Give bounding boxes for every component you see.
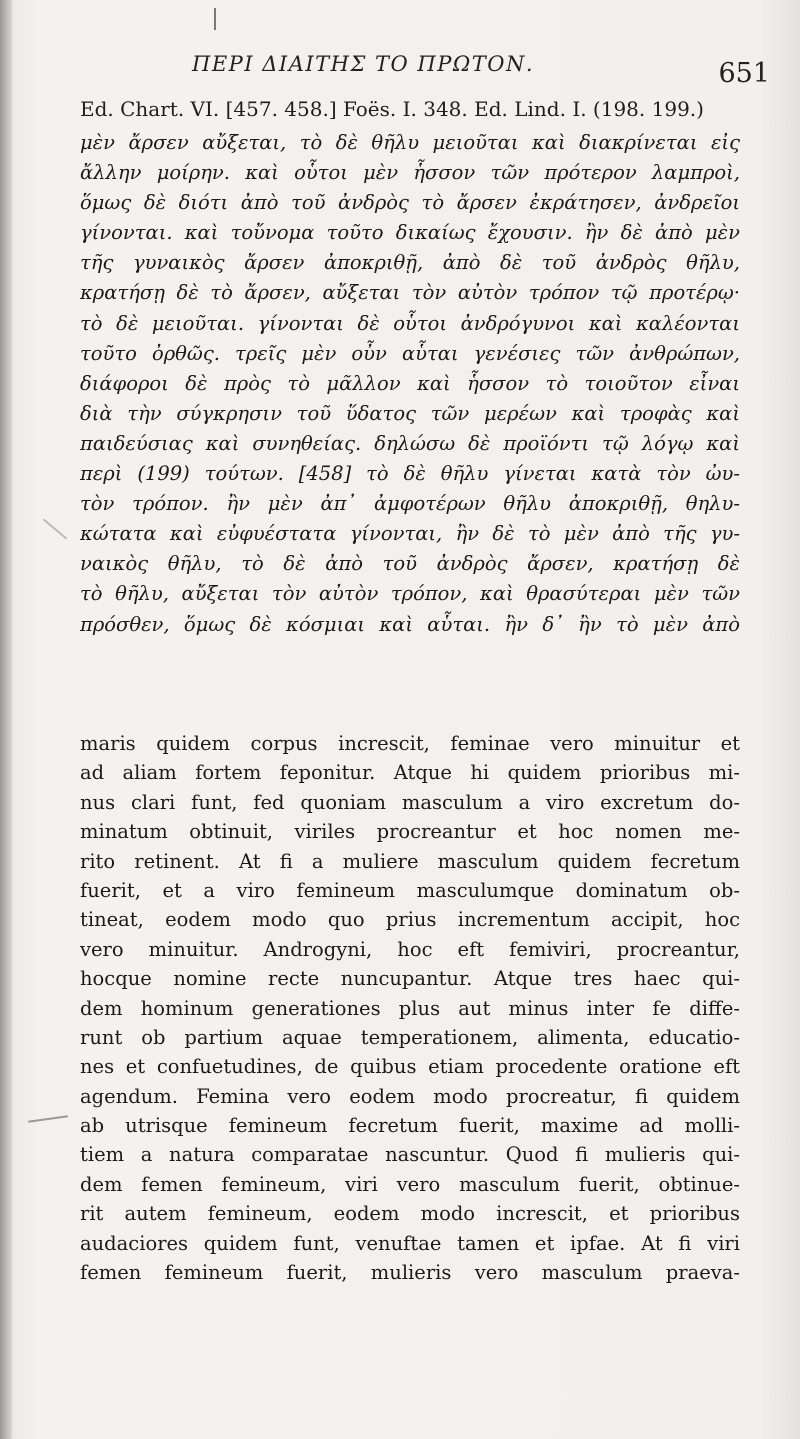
latin-line: tiem a natura comparatae nascuntur. Quod fi mulieris qui- xyxy=(80,1143,740,1167)
running-head xyxy=(80,46,770,90)
latin-line: nus clari funt, fed quoniam masculum a viro excretum do- xyxy=(80,790,740,814)
latin-line: nes et confuetudines, de quibus etiam procedente oratione eft xyxy=(80,1055,740,1079)
latin-line: rito retinent. At fi a muliere masculum quidem fecretum xyxy=(80,849,740,873)
latin-line: ad aliam fortem feponitur. Atque hi quidem prioribus mi- xyxy=(80,761,740,785)
greek-line: τοῦτο ὀρθῶς. τρεῖς μὲν οὖν αὗται γενέσιες τῶν ἀνθρώπων, xyxy=(80,341,740,365)
greek-line: ναικὸς θῆλυ, τὸ δὲ ἀπὸ τοῦ ἀνδρὸς ἄρσεν, κρατήσῃ δὲ xyxy=(80,552,740,576)
latin-line: rit autem femineum, eodem modo increscit, et prioribus xyxy=(80,1202,740,1226)
margin-mark xyxy=(28,1115,68,1123)
running-head-title: ΠΕΡΙ ΔΙΑΙΤΗΣ ΤΟ ΠΡΩΤΟΝ. xyxy=(192,52,535,76)
latin-line: tineat, eodem modo quo prius incrementum accipit, hoc xyxy=(80,908,740,932)
greek-line: κώτατα καὶ εὐφυέστατα γίνονται, ἢν δὲ τὸ μὲν ἀπὸ τῆς γυ- xyxy=(80,522,740,546)
greek-line: τὸ θῆλυ, αὔξεται τὸν αὐτὸν τρόπον, καὶ θρασύτεραι μὲν τῶν xyxy=(80,582,740,606)
greek-line: μὲν ἄρσεν αὔξεται, τὸ δὲ θῆλυ μειοῦται καὶ διακρίνεται εἰς xyxy=(80,131,740,154)
greek-line: διὰ τὴν σύγκρησιν τοῦ ὕδατος τῶν μερέων καὶ τροφὰς καὶ xyxy=(80,401,740,425)
latin-line: ab utrisque femineum fecretum fuerit, maxime ad molli- xyxy=(80,1114,740,1138)
latin-line: audaciores quidem funt, venuftae tamen et ipfae. At fi viri xyxy=(80,1231,740,1255)
greek-line: τὸν τρόπον. ἢν μὲν ἀπ᾽ ἀμφοτέρων θῆλυ ἀποκριθῇ, θηλυ- xyxy=(80,492,740,516)
latin-line: dem hominum generationes plus aut minus inter fe diffe- xyxy=(80,996,740,1020)
latin-line: fuerit, et a viro femineum masculumque dominatum ob- xyxy=(80,878,740,902)
ink-mark xyxy=(214,8,216,30)
greek-line: κρατήσῃ δὲ τὸ ἄρσεν, αὔξεται τὸν αὐτὸν τρόπον τῷ προτέρῳ· xyxy=(80,281,740,305)
latin-text-block xyxy=(80,729,740,1287)
latin-line: hocque nomine recte nuncupantur. Atque tres haec qui- xyxy=(80,967,740,991)
greek-text-block xyxy=(80,128,740,640)
greek-line: παιδεύσιας καὶ συνηθείας. δηλώσω δὲ προϊόντι τῷ λόγῳ καὶ xyxy=(80,431,740,455)
greek-line: ὅμως δὲ διότι ἀπὸ τοῦ ἀνδρὸς τὸ ἄρσεν ἐκράτησεν, ἀνδρεῖοι xyxy=(80,191,740,215)
greek-line: τῆς γυναικὸς ἄρσεν ἀποκριθῇ, ἀπὸ δὲ τοῦ ἀνδρὸς θῆλυ, xyxy=(80,251,740,275)
greek-line: γίνονται. καὶ τοὔνομα τοῦτο δικαίως ἔχουσιν. ἢν δὲ ἀπὸ μὲν xyxy=(80,221,740,245)
margin-mark xyxy=(43,519,67,540)
greek-line: πρόσθεν, ὅμως δὲ κόσμιαι καὶ αὗται. ἢν δ᾽ ἢν τὸ μὲν ἀπὸ xyxy=(80,612,740,636)
latin-line: dem femen femineum, viri vero masculum fuerit, obtinue- xyxy=(80,1172,740,1196)
latin-line: maris quidem corpus increscit, feminae vero minuitur et xyxy=(80,732,740,755)
latin-line: agendum. Femina vero eodem modo procreatur, fi quidem xyxy=(80,1084,740,1108)
editions-reference-line: Ed. Chart. VI. [457. 458.] Foës. I. 348. Ed. Lind. I. (198. 199.) xyxy=(80,97,704,121)
latin-line: vero minuitur. Androgyni, hoc eft femiviri, procreantur, xyxy=(80,937,740,961)
greek-line: διάφοροι δὲ πρὸς τὸ μᾶλλον καὶ ἧσσον τὸ τοιοῦτον εἶναι xyxy=(80,371,740,395)
greek-line: ἄλλην μοίρην. καὶ οὗτοι μὲν ἧσσον τῶν πρότερον λαμπροὶ, xyxy=(80,161,740,185)
latin-line: femen femineum fuerit, mulieris vero masculum praeva- xyxy=(80,1261,740,1285)
latin-line: minatum obtinuit, viriles procreantur et hoc nomen me- xyxy=(80,820,740,844)
greek-line: τὸ δὲ μειοῦται. γίνονται δὲ οὗτοι ἀνδρόγυνοι καὶ καλέονται xyxy=(80,311,740,335)
latin-line: runt ob partium aquae temperationem, alimenta, educatio- xyxy=(80,1025,740,1049)
greek-line: περὶ (199) τούτων. [458] τὸ δὲ θῆλυ γίνεται κατὰ τὸν ὠυ- xyxy=(80,462,740,486)
binding-shadow xyxy=(0,0,12,1439)
page-number: 651 xyxy=(718,58,770,89)
